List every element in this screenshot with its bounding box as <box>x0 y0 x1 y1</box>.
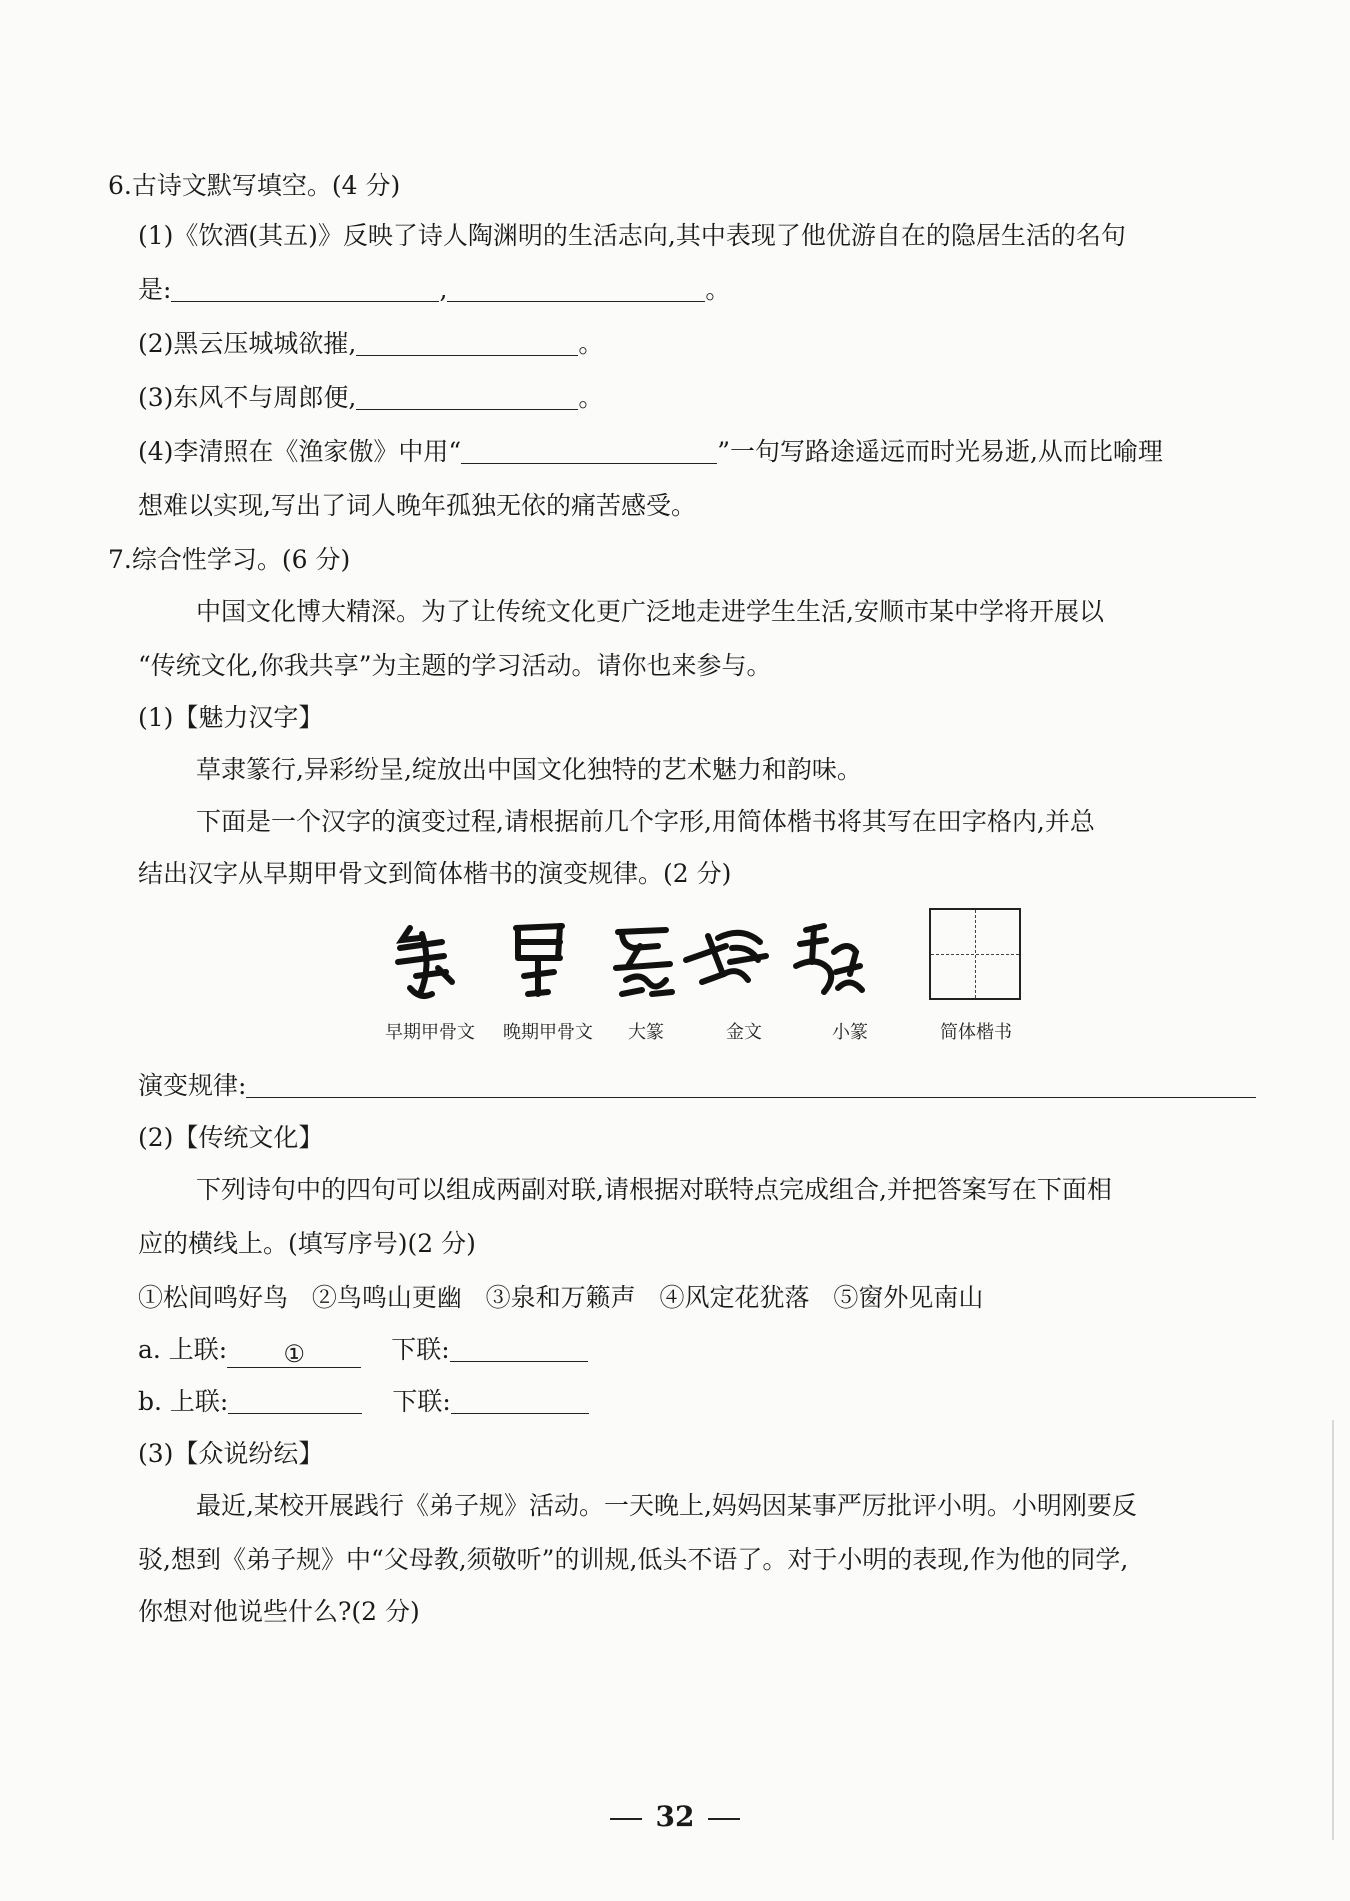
q6-item1-comma: , <box>439 275 448 304</box>
q6-item4-suffix: ”一句写路途遥远而时光易逝,从而比喻理 <box>717 437 1163 466</box>
couplet-b-xia-blank[interactable] <box>451 1387 589 1414</box>
page-edge-shadow <box>1332 1420 1334 1840</box>
early-oracle-glyph-image <box>380 916 490 1006</box>
q6-item1-prefix: 是: <box>138 275 172 304</box>
q6-item4-line2: 想难以实现,写出了词人晚年孤独无依的痛苦感受。 <box>138 491 696 520</box>
q7-part1-line3: 结出汉字从早期甲骨文到简体楷书的演变规律。(2 分) <box>138 859 732 888</box>
glyph-label-early-oracle: 早期甲骨文 <box>385 1022 475 1043</box>
couplet-b-line <box>138 1384 589 1420</box>
q6-title: 6.古诗文默写填空。(4 分) <box>108 171 401 200</box>
tianzi-writing-grid[interactable] <box>929 908 1021 1000</box>
q7-part2-line1: 下列诗句中的四句可以组成两副对联,请根据对联特点完成组合,并把答案写在下面相 <box>196 1175 1112 1204</box>
q7-part3-line1: 最近,某校开展践行《弟子规》活动。一天晚上,妈妈因某事严厉批评小明。小明刚要反 <box>196 1491 1137 1520</box>
q6-item3 <box>138 380 603 416</box>
page-number-dash-left <box>610 1818 642 1820</box>
small-seal-glyph-image <box>776 916 886 1006</box>
couplet-a-xia-blank[interactable] <box>450 1335 588 1362</box>
q6-item4-prefix: (4)李清照在《渔家傲》中用“ <box>138 437 462 466</box>
page-number-dash-right <box>708 1818 740 1820</box>
page-number-value: 32 <box>655 1800 695 1833</box>
glyph-label-small-seal: 小篆 <box>832 1022 868 1043</box>
glyph-label-large-seal: 大篆 <box>628 1022 664 1043</box>
q7-title: 7.综合性学习。(6 分) <box>108 545 351 574</box>
couplet-a-xia-label: 下联: <box>391 1335 450 1364</box>
q6-item4 <box>138 434 1163 470</box>
couplet-a-shang-blank[interactable]: ① <box>227 1341 361 1368</box>
couplet-options: ①松间鸣好鸟 ②鸟鸣山更幽 ③泉和万籁声 ④风定花犹落 ⑤窗外见南山 <box>138 1283 984 1312</box>
couplet-b-shang-label: b. 上联: <box>138 1387 229 1416</box>
q7-part1-line2: 下面是一个汉字的演变过程,请根据前几个字形,用简体楷书将其写在田字格内,并总 <box>196 807 1095 836</box>
q6-item1-answer-line <box>138 272 730 308</box>
couplet-b-shang-blank[interactable] <box>228 1387 362 1414</box>
late-oracle-glyph-image <box>488 916 598 1006</box>
glyph-label-simplified-regular: 简体楷书 <box>940 1022 1012 1043</box>
q7-part3-line3: 你想对他说些什么?(2 分) <box>138 1597 420 1626</box>
evolution-rule-line <box>138 1068 1256 1104</box>
q6-item1-text: (1)《饮酒(其五)》反映了诗人陶渊明的生活志向,其中表现了他优游自在的隐居生活的名句 <box>138 221 1126 250</box>
q6-item1-blank-a[interactable] <box>171 275 439 302</box>
q6-item4-blank[interactable] <box>461 437 717 464</box>
q7-part1-line1: 草隶篆行,异彩纷呈,绽放出中国文化独特的艺术魅力和韵味。 <box>196 755 862 784</box>
q6-item2-text: (2)黑云压城城欲摧, <box>138 329 357 358</box>
q7-part1-heading: (1)【魅力汉字】 <box>138 703 324 732</box>
q7-part3-line2: 驳,想到《弟子规》中“父母教,须敬听”的训规,低头不语了。对于小明的表现,作为他的同学, <box>138 1545 1129 1574</box>
q7-part2-heading: (2)【传统文化】 <box>138 1123 324 1152</box>
q6-item3-end: 。 <box>578 383 604 412</box>
q6-item1-blank-b[interactable] <box>447 275 705 302</box>
evolution-rule-blank[interactable] <box>246 1071 1256 1098</box>
q6-item2-blank[interactable] <box>356 329 578 356</box>
q7-intro-line1: 中国文化博大精深。为了让传统文化更广泛地走进学生生活,安顺市某中学将开展以 <box>196 597 1104 626</box>
q6-item1-end: 。 <box>705 275 731 304</box>
couplet-a-shang-label: a. 上联: <box>138 1335 228 1364</box>
glyph-label-late-oracle: 晚期甲骨文 <box>503 1022 593 1043</box>
couplet-b-xia-label: 下联: <box>392 1387 451 1416</box>
couplet-a-line <box>138 1332 588 1368</box>
q6-item2 <box>138 326 603 362</box>
q6-item2-end: 。 <box>578 329 604 358</box>
evolution-rule-label: 演变规律: <box>138 1071 247 1100</box>
grid-horizontal-dashed-line <box>931 954 1019 955</box>
q7-part3-heading: (3)【众说纷纭】 <box>138 1439 324 1468</box>
page-number <box>0 1800 1350 1833</box>
q7-part2-line2: 应的横线上。(填写序号)(2 分) <box>138 1229 476 1258</box>
glyph-evolution-figure <box>380 900 1040 1070</box>
q6-item3-text: (3)东风不与周郎便, <box>138 383 357 412</box>
bronze-glyph-image <box>672 916 782 1006</box>
q6-item3-blank[interactable] <box>356 383 578 410</box>
glyph-label-bronze: 金文 <box>726 1022 762 1043</box>
q7-intro-line2: “传统文化,你我共享”为主题的学习活动。请你也来参与。 <box>138 651 772 680</box>
